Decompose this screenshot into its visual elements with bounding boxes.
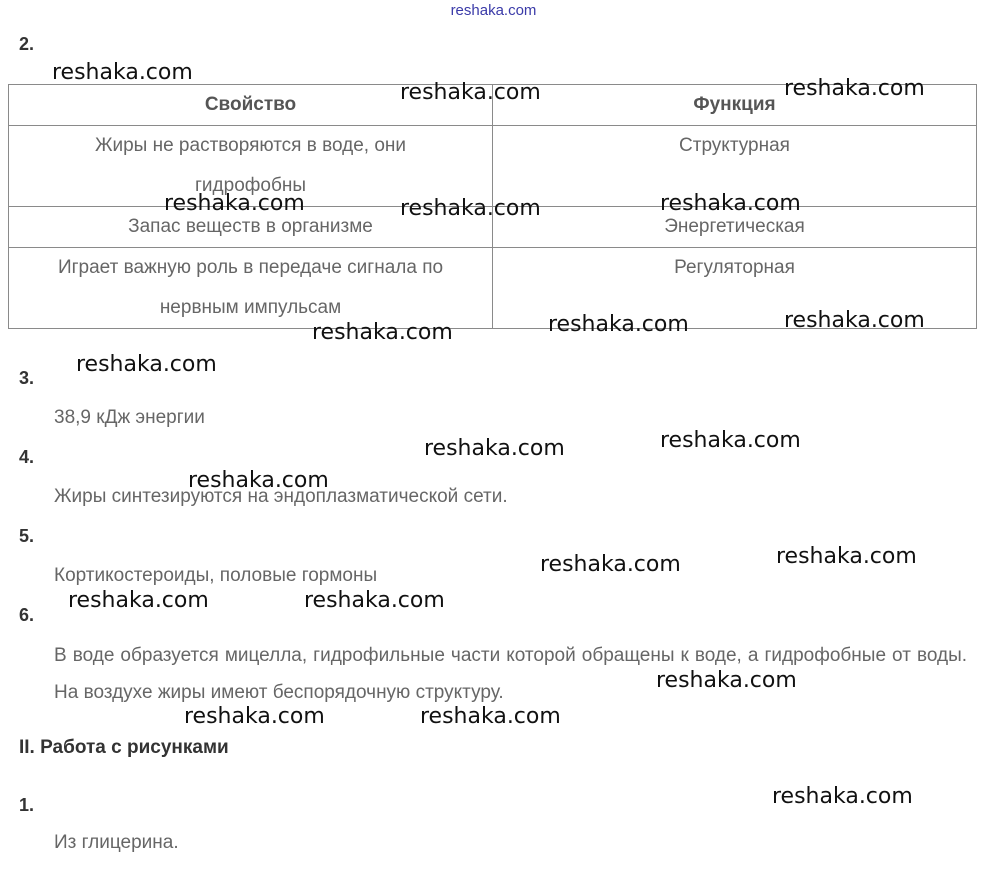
watermark: reshaka.com [400,80,541,105]
site-header-link[interactable]: reshaka.com [450,2,537,19]
watermark: reshaka.com [424,436,565,461]
table-cell-property: Играет важную роль в передаче сигнала по нервным импульсам [9,248,493,329]
watermark: reshaka.com [188,468,329,493]
watermark: reshaka.com [52,60,193,85]
answer-6: В воде образуется мицелла, гидрофильные части которой обращены к воде, а гидрофобные от воды. На воздухе жиры имеют беспорядочную структуру. [54,645,967,703]
table-row [9,126,977,207]
question-number-5: 5. [19,526,35,546]
watermark: reshaka.com [76,352,217,377]
watermark: reshaka.com [784,76,925,101]
table-cell-property: Запас веществ в организме [9,207,493,248]
watermark: reshaka.com [184,704,325,729]
table-cell-function: Энергетическая [493,207,977,248]
table-cell-function: Регуляторная [493,248,977,329]
watermark: reshaka.com [68,588,209,613]
question-number-p1: 1. [19,795,35,815]
answer-p1: Из глицерина. [54,832,179,853]
table-header-function: Функция [493,85,977,126]
table-header-property: Свойство [9,85,493,126]
watermark: reshaka.com [400,196,541,221]
watermark: reshaka.com [656,668,797,693]
watermark: reshaka.com [784,308,925,333]
table-cell-function: Структурная [493,126,977,207]
answer-4: Жиры синтезируются на эндоплазматической сети. [54,486,508,507]
table-cell-property: Жиры не растворяются в воде, они гидрофобны [9,126,493,207]
watermark: reshaka.com [772,784,913,809]
watermark: reshaka.com [776,544,917,569]
watermark: reshaka.com [304,588,445,613]
section-title: II. Работа с рисунками [19,737,229,758]
answer-5: Кортикостероиды, половые гормоны [54,565,378,586]
watermark: reshaka.com [312,320,453,345]
watermark: reshaka.com [164,191,305,216]
question-number-3: 3. [19,368,35,388]
watermark: reshaka.com [660,191,801,216]
question-number-2: 2. [19,34,35,54]
question-number-4: 4. [19,447,35,467]
watermark: reshaka.com [540,552,681,577]
watermark: reshaka.com [420,704,561,729]
watermark: reshaka.com [548,312,689,337]
answer-3: 38,9 кДж энергии [54,407,205,428]
watermark: reshaka.com [660,428,801,453]
question-number-6: 6. [19,605,35,625]
